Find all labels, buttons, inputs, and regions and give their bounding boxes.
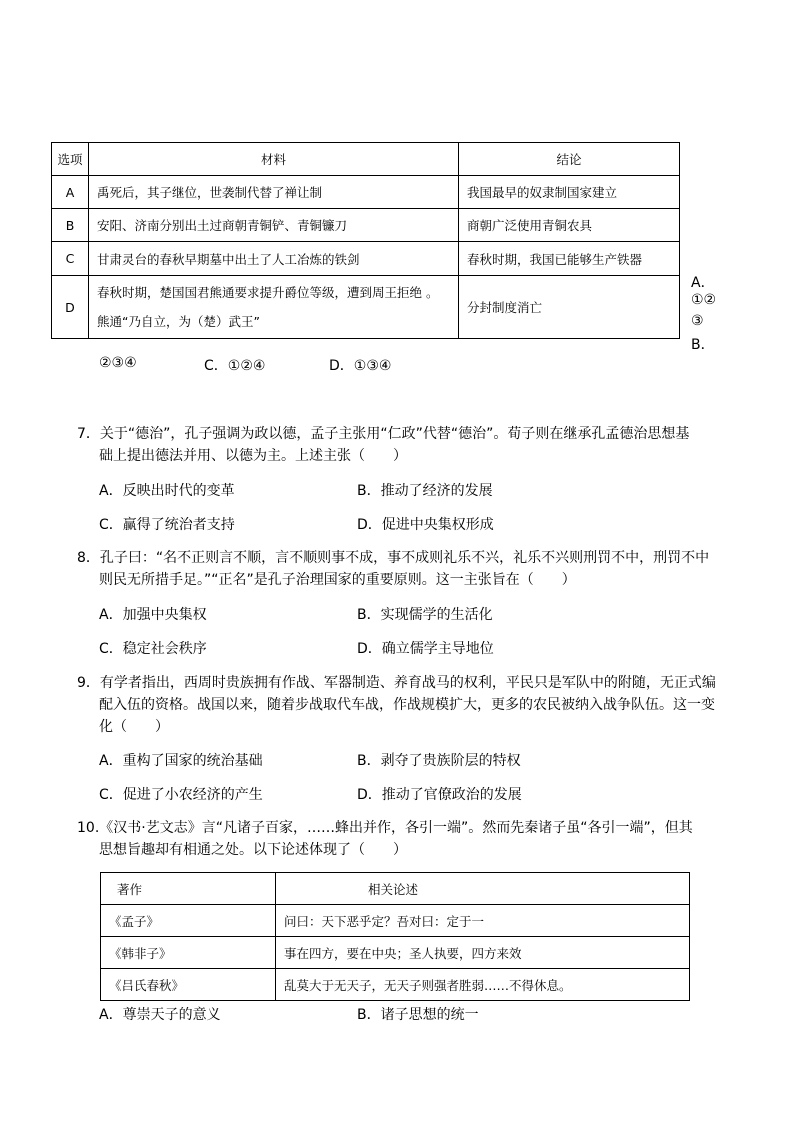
q9-stem-line: 配入伍的资格。战国以来，随着步战取代车战，作战规模扩大，更多的农民被纳入战争队伍。这一变 [99, 697, 715, 713]
q8-option-d: D．确立儒学主导地位 [357, 641, 494, 657]
q7-option-a: A．反映出时代的变革 [99, 483, 235, 499]
q7-stem-line: 础上提出德法并用、以德为主。上述主张（ ） [99, 448, 407, 464]
q9-stem-line: 化（ ） [99, 719, 169, 735]
material-line: 熊通“乃自立，为（楚）武王” [97, 314, 260, 329]
row-material [89, 276, 459, 339]
q8-option-a: A．加强中央集权 [99, 607, 207, 623]
material-line: 春秋时期，楚国国君熊通要求提升爵位等级，遭到周王拒绝 。 [97, 285, 439, 300]
option-a-label: A． [691, 275, 715, 291]
option-d: D．①③④ [329, 358, 392, 374]
q7-option-b: B．推动了经济的发展 [357, 483, 493, 499]
row-quote: 事在四方，要在中央；圣人执要，四方来效 [276, 937, 690, 969]
row-conclusion: 春秋时期，我国已能够生产铁器 [459, 242, 680, 276]
header-quote: 相关论述 [276, 873, 690, 905]
table-row [101, 969, 690, 1001]
header-material: 材料 [89, 143, 459, 176]
option-b-label: B． [691, 337, 715, 353]
q9-option-b: B．剥夺了贵族阶层的特权 [357, 753, 521, 769]
q8-stem-line: 8．孔子曰：“名不正则言不顺，言不顺则事不成，事不成则礼乐不兴，礼乐不兴则刑罚不中，刑罚不中 [77, 550, 710, 566]
table-header-row [52, 143, 680, 176]
q10-stem-line: 思想旨趣却有相通之处。以下论述体现了（ ） [99, 842, 407, 858]
q10-stem-line: 10.《汉书·艺文志》言“凡诸子百家，……蜂出并作，各引一端”。然而先秦诸子虽“各引一端”，但其 [77, 820, 693, 836]
q8-option-b: B．实现儒学的生活化 [357, 607, 493, 623]
row-option: C [52, 242, 89, 276]
option-b-value: ②③④ [99, 355, 137, 371]
row-option: B [52, 209, 89, 242]
row-conclusion: 我国最早的奴隶制国家建立 [459, 176, 680, 209]
header-work: 著作 [101, 873, 276, 905]
table-row [52, 209, 680, 242]
q9-option-a: A．重构了国家的统治基础 [99, 753, 263, 769]
row-material: 甘肃灵台的春秋早期墓中出土了人工冶炼的铁剑 [89, 242, 459, 276]
q9-option-d: D．推动了官僚政治的发展 [357, 787, 522, 803]
row-quote: 问曰：天下恶乎定？吾对曰：定于一 [276, 905, 690, 937]
row-conclusion: 商朝广泛使用青铜农具 [459, 209, 680, 242]
q8-option-c: C．稳定社会秩序 [99, 641, 207, 657]
table-row [52, 276, 680, 339]
q10-option-b: B．诸子思想的统一 [357, 1007, 479, 1023]
row-conclusion: 分封制度消亡 [459, 276, 680, 339]
row-material: 禹死后，其子继位，世袭制代替了禅让制 [89, 176, 459, 209]
header-option: 选项 [52, 143, 89, 176]
row-option: D [52, 276, 89, 339]
q7-option-d: D．促进中央集权形成 [357, 517, 494, 533]
table-row [52, 242, 680, 276]
table-row [52, 176, 680, 209]
question6-table [51, 142, 680, 339]
row-work: 《韩非子》 [101, 937, 276, 969]
q8-stem-line: 则民无所措手足。”“正名”是孔子治理国家的重要原则。这一主张旨在（ ） [99, 572, 576, 588]
q9-stem-line: 9．有学者指出，西周时贵族拥有作战、军器制造、养育战马的权利，平民只是军队中的附随，无正式编 [77, 675, 716, 691]
row-material: 安阳、济南分别出土过商朝青铜铲、青铜镰刀 [89, 209, 459, 242]
q10-option-a: A．尊崇天子的意义 [99, 1007, 221, 1023]
row-work: 《吕氏春秋》 [101, 969, 276, 1001]
option-a-value: ①② [691, 292, 717, 308]
table-header-row [101, 873, 690, 905]
q7-stem-line: 7．关于“德治”，孔子强调为政以德，孟子主张用“仁政”代替“德治”。荀子则在继承孔孟德治思想基 [77, 426, 690, 442]
q9-option-c: C．促进了小农经济的产生 [99, 787, 263, 803]
table-row [101, 937, 690, 969]
row-work: 《孟子》 [101, 905, 276, 937]
header-conclusion: 结论 [459, 143, 680, 176]
table-row [101, 905, 690, 937]
question10-table [100, 872, 690, 1001]
row-quote: 乱莫大于无天子，无天子则强者胜弱……不得休息。 [276, 969, 690, 1001]
row-option: A [52, 176, 89, 209]
option-a-value-cont: ③ [691, 313, 704, 329]
option-c: C．①②④ [204, 358, 266, 374]
q7-option-c: C．赢得了统治者支持 [99, 517, 235, 533]
